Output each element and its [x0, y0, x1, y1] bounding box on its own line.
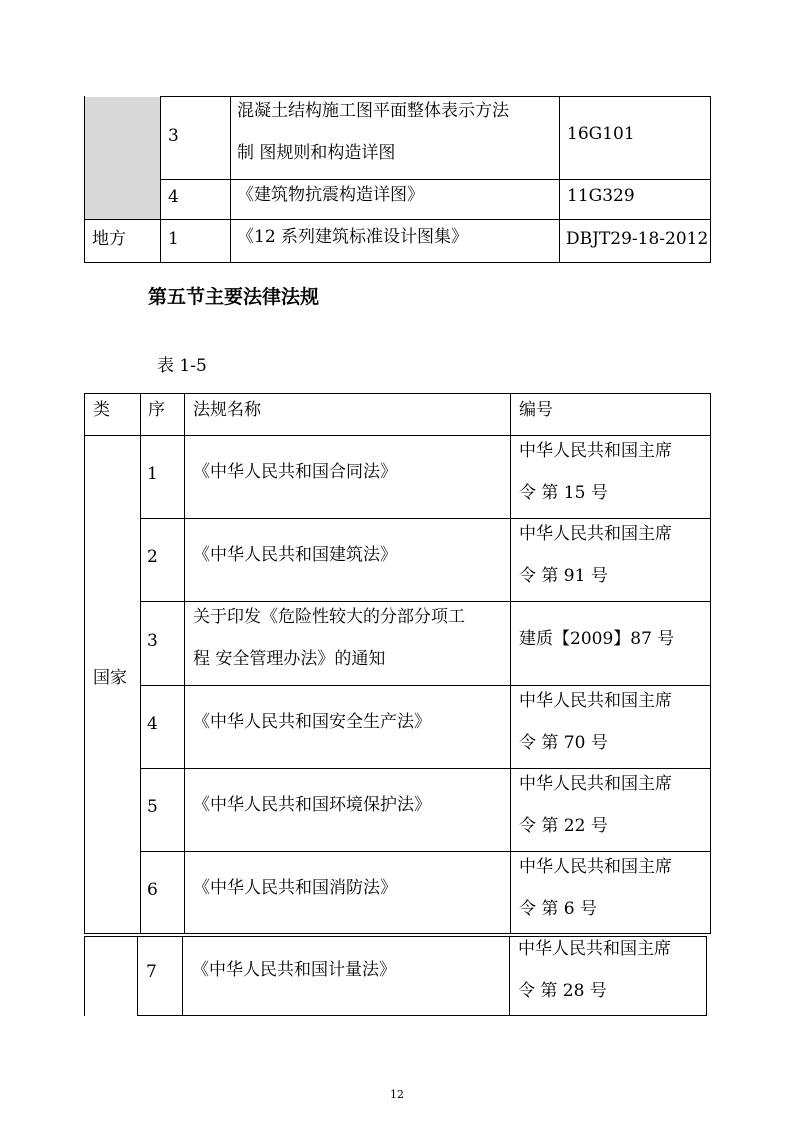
- row-number: 3: [168, 126, 179, 146]
- law-code: 中华人民共和国主席: [519, 691, 672, 711]
- standard-name: 《12 系列建筑标准设计图集》: [237, 227, 469, 247]
- table-caption: 表 1-5: [157, 356, 207, 376]
- table-line: [137, 936, 138, 1016]
- table-line: [140, 601, 710, 602]
- law-code: 中华人民共和国主席: [519, 857, 672, 877]
- row-number: 1: [147, 464, 158, 484]
- law-code: 令 第 28 号: [518, 981, 607, 1001]
- table-line: [84, 393, 710, 394]
- row-number: 3: [147, 631, 158, 651]
- row-number: 1: [168, 229, 179, 249]
- table-line: [84, 936, 85, 1016]
- row-number: 2: [147, 547, 158, 567]
- table-line: [140, 518, 710, 519]
- law-name: 《中华人民共和国消防法》: [193, 878, 397, 898]
- law-name: 《中华人民共和国计量法》: [192, 960, 396, 980]
- table-line: [137, 1015, 707, 1016]
- table-line: [140, 768, 710, 769]
- header-code: 编号: [519, 400, 553, 420]
- table-line: [84, 96, 85, 263]
- standard-code: 16G101: [567, 124, 635, 144]
- table-line: [184, 393, 185, 934]
- page-number: 12: [390, 1088, 404, 1101]
- table-line: [182, 936, 183, 1016]
- law-name: 《中华人民共和国安全生产法》: [193, 712, 431, 732]
- standard-code: 11G329: [567, 186, 635, 206]
- table-line: [710, 393, 711, 934]
- row-number: 7: [146, 962, 157, 982]
- shaded-category-cell: [84, 97, 160, 219]
- law-name: 《中华人民共和国环境保护法》: [193, 795, 431, 815]
- law-name: 《中华人民共和国合同法》: [193, 462, 397, 482]
- table-line: [230, 96, 231, 263]
- law-code: 中华人民共和国主席: [519, 524, 672, 544]
- law-name: 《中华人民共和国建筑法》: [193, 545, 397, 565]
- header-category: 类: [93, 400, 110, 420]
- table-line: [84, 262, 711, 263]
- table-line: [140, 851, 710, 852]
- row-number: 4: [147, 714, 158, 734]
- table-line: [84, 219, 710, 220]
- law-code: 令 第 70 号: [519, 733, 608, 753]
- table-line: [559, 96, 560, 263]
- table-line: [140, 393, 141, 934]
- category-label: 地方: [92, 229, 126, 249]
- header-name: 法规名称: [193, 400, 261, 420]
- law-name: 程 安全管理办法》的通知: [193, 649, 386, 669]
- law-code: 令 第 6 号: [519, 899, 598, 919]
- row-number: 4: [168, 187, 179, 207]
- law-code: 令 第 91 号: [519, 566, 608, 586]
- table-line: [510, 393, 511, 934]
- law-name: 关于印发《危险性较大的分部分项工: [193, 607, 465, 627]
- law-code: 令 第 15 号: [519, 483, 608, 503]
- header-number: 序: [148, 400, 165, 420]
- table-line: [160, 96, 161, 263]
- table-line: [84, 933, 710, 934]
- standard-code: DBJT29-18-2012: [566, 229, 709, 249]
- table-line: [84, 936, 707, 937]
- row-number: 6: [147, 880, 158, 900]
- standard-name: 制 图规则和构造详图: [237, 143, 396, 163]
- category-label: 国家: [93, 668, 127, 688]
- standard-name: 混凝土结构施工图平面整体表示方法: [237, 101, 509, 121]
- table-line: [160, 179, 710, 180]
- law-code: 中华人民共和国主席: [519, 774, 672, 794]
- standard-name: 《建筑物抗震构造详图》: [237, 185, 424, 205]
- table-line: [706, 936, 707, 1016]
- law-code: 中华人民共和国主席: [519, 441, 672, 461]
- law-code: 中华人民共和国主席: [518, 939, 671, 959]
- law-code: 建质【2009】87 号: [519, 629, 675, 649]
- table-line: [140, 685, 710, 686]
- section-heading: 第五节主要法律法规: [148, 286, 320, 308]
- table-line: [84, 393, 85, 934]
- table-line: [160, 96, 710, 97]
- table-line: [509, 936, 510, 1016]
- table-line: [84, 435, 710, 436]
- row-number: 5: [147, 797, 158, 817]
- law-code: 令 第 22 号: [519, 816, 608, 836]
- table-line: [710, 96, 711, 263]
